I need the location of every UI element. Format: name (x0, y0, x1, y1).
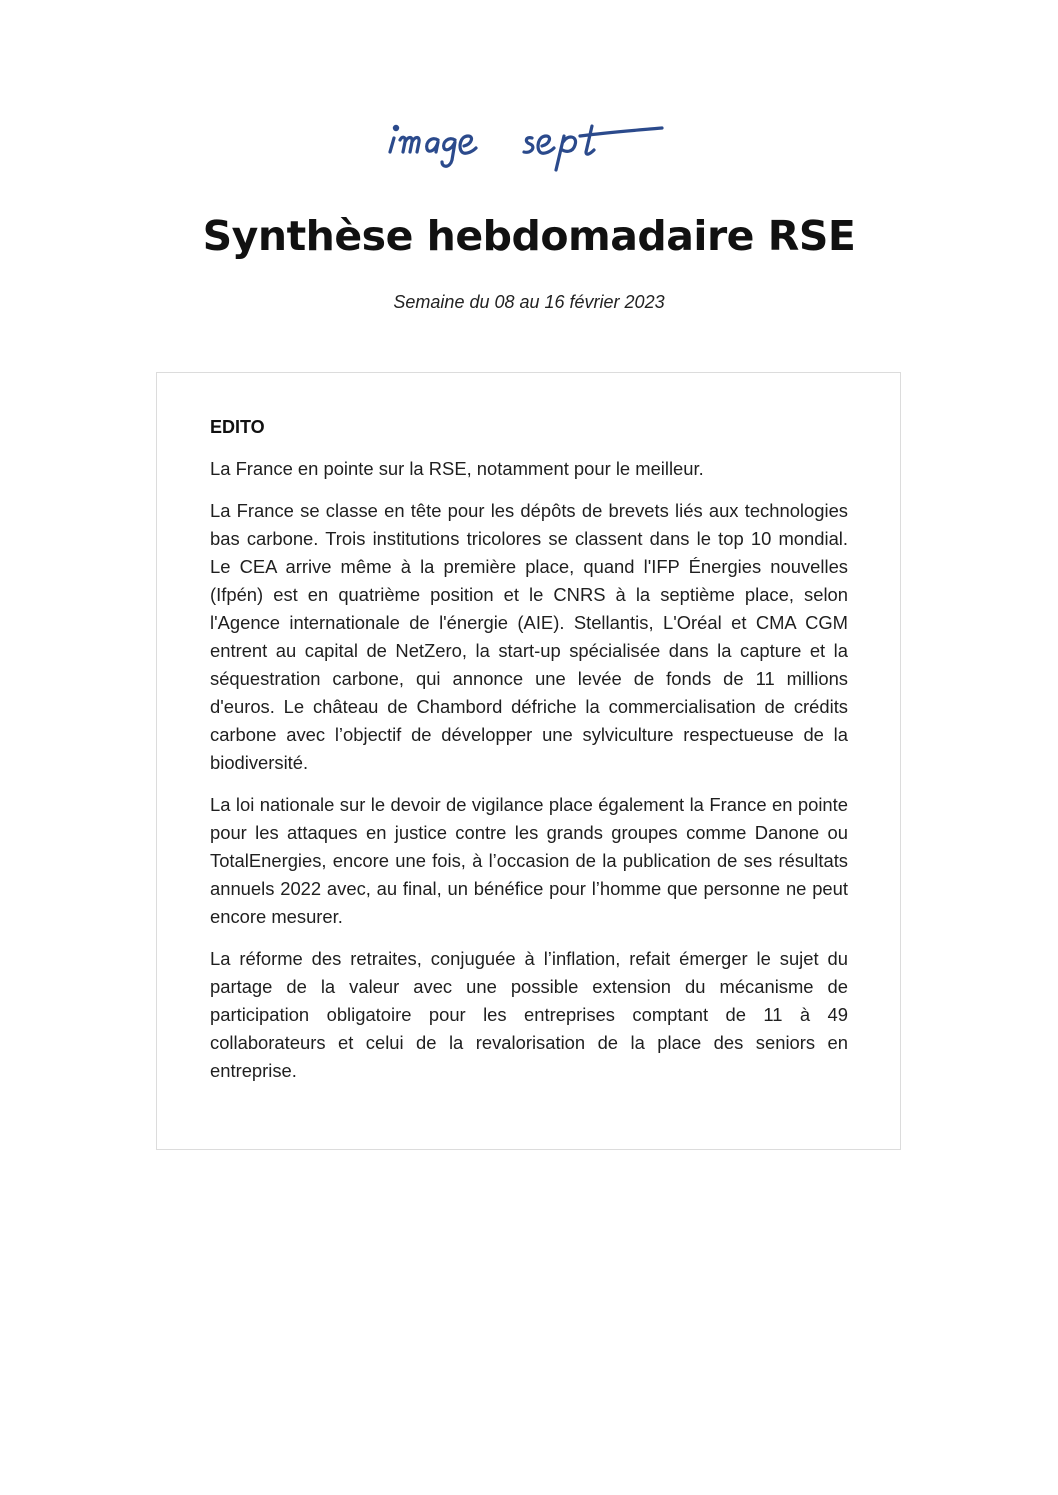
edito-content (210, 413, 848, 1099)
edito-paragraph-4: La réforme des retraites, conjuguée à l’inflation, refait émerger le sujet du partage de la valeur avec une possible extension du mécanisme de participation obligatoire pour les entreprises comptant de 11 à 49 collaborateurs et celui de la revalorisation de la place des seniors en entreprise. (210, 948, 848, 1081)
edito-heading: EDITO (210, 417, 265, 437)
week-subtitle: Semaine du 08 au 16 février 2023 (393, 292, 665, 312)
page-title: Synthèse hebdomadaire RSE (202, 212, 856, 260)
image-sept-logo (380, 108, 680, 178)
edito-paragraph-1: La France en pointe sur la RSE, notamment pour le meilleur. (210, 458, 704, 479)
edito-paragraph-2: La France se classe en tête pour les dépôts de brevets liés aux technologies bas carbone. Trois institutions tricolores se classent dans le top 10 mondial. Le CEA arrive même à la première place, quand l'IFP Énergies nouvelles (Ifpén) est en quatrième position et le CNRS à la septième place, selon l'Agence internationale de l'énergie (AIE). Stellantis, L'Oréal et CMA CGM entrent au capital de NetZero, la start-up spécialisée dans la capture et la séquestration carbone, qui annonce une levée de fonds de 11 millions d'euros. Le château de Chambord défriche la commercialisation de crédits carbone avec l’objectif de développer une sylviculture respectueuse de la biodiversité. (210, 500, 848, 773)
edito-card (156, 372, 901, 1150)
signature-logo-graphic (380, 108, 680, 178)
edito-paragraph-3: La loi nationale sur le devoir de vigilance place également la France en pointe pour les attaques en justice contre les grands groupes comme Danone ou TotalEnergies, encore une fois, à l’occasion de la publication de ses résultats annuels 2022 avec, au final, un bénéfice pour l’homme que personne ne peut encore mesurer. (210, 794, 848, 927)
